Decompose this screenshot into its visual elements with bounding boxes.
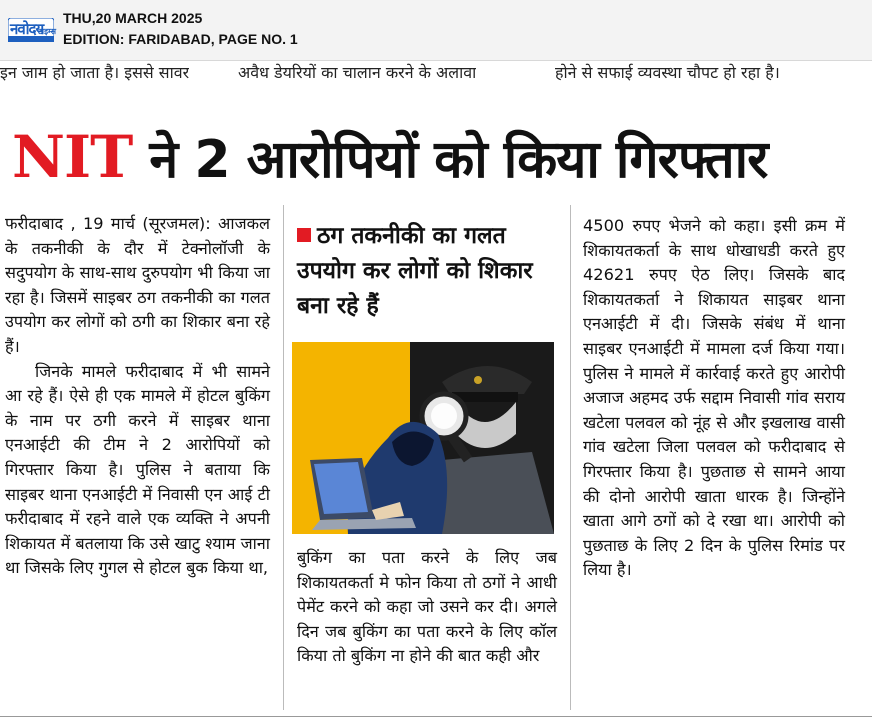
column-divider (570, 205, 571, 710)
sub-headline-text: ठग तकनीकी का गलत उपयोग कर लोगों को शिकार बना रहे हैं (297, 223, 533, 319)
article-column-2 (297, 546, 557, 669)
column-divider (283, 205, 284, 710)
logo-text: नवोदय (10, 20, 44, 38)
article-paragraph: फरीदाबाद , 19 मार्च (सूरजमल): आजकल के तकनीकी के दौर में टेक्नोलॉजी के सदुपयोग के साथ-साथ दुरुपयोग भी किया जा रहा है। जिसमें साइबर ठग तकनीकी का गलत उपयोग कर लोगों को ठगी का शिकार बना रहे हैं। (5, 214, 270, 356)
edition-meta (63, 8, 298, 50)
clipped-previous-story-1: इन जाम हो जाता है। इससे सावर (0, 63, 190, 82)
main-headline (12, 122, 767, 192)
headline-english: NIT (12, 123, 133, 191)
edition-header-bar (0, 0, 872, 61)
article-paragraph: 4500 रुपए भेजने को कहा। इसी क्रम में शिकायतकर्ता के साथ धोखाधडी करते हुए 42621 रुपए ऐठ लिए। जिसके बाद शिकायतकर्ता ने शिकायत साइबर थाना एनआईटी में दी। जिसके संबंध में थाना साइबर एनआईटी में मामला दर्ज किया गया। पुलिस ने मामले में कार्रवाई करते हुए आरोपी अजाज अहमद उर्फ सद्दाम निवासी गांव सराय खटेला पलवल को नूंह से और इखलाख वासी गांव खटेला जिला पलवल को फरीदाबाद से गिरफ्तार किया है। पुछताछ से सामने आया की दोनो आरोपी खाता धारक है। जिन्होंने खाता आगे ठगों को दे रखा था। आरोपी को पुछताछ के लिए 2 दिन के पुलिस रिमांड पर लिया है। (583, 216, 845, 580)
edition-info: EDITION: FARIDABAD, PAGE NO. 1 (63, 31, 298, 47)
logo-subtext: टाइम्स (38, 27, 57, 36)
article-paragraph: जिनके मामले फरीदाबाद में भी सामने आ रहे हैं। ऐसे ही एक मामले में होटल बुकिंग के नाम पर ठगी करने में साइबर थाना एनआईटी की टीम ने 2 आरोपियों को गिरफ्तार किया है। पुलिस ने बताया कि साइबर थाना एनआईटी में निवासी एन आई टी फरीदाबाद में रहने वाले एक व्यक्ति ने अपनी शिकायत में बतलाया कि उसे खाटु श्याम जाना था जिसके लिए गुगल से होटल बुक किया था, (5, 361, 270, 578)
sub-headline (297, 219, 559, 324)
article-column-3 (583, 214, 845, 583)
publication-date: THU,20 MARCH 2025 (63, 10, 203, 26)
clipped-previous-story-2: अवैध डेयरियों का चालान करने के अलावा (238, 63, 477, 82)
cyber-crime-illustration (292, 342, 554, 534)
article-column-1 (5, 212, 270, 581)
newspaper-logo (8, 18, 57, 42)
red-square-bullet-icon (297, 228, 311, 242)
article-paragraph: बुकिंग का पता करने के लिए जब शिकायतकर्ता मे फोन किया तो ठगों ने आधी पेमेंट करने को कहा जो उसने कर दी। अगले दिन जब बुकिंग का पता करने के लिए कॉल किया तो बुकिंग ना होने की बात कही और (297, 548, 557, 666)
clipped-previous-story-3: होने से सफाई व्यवस्था चौपट हो रहा है। (555, 63, 780, 82)
headline-hindi: ने 2 आरोपियों को किया गिरफ्तार (149, 130, 768, 190)
page-bottom-rule (0, 716, 872, 717)
